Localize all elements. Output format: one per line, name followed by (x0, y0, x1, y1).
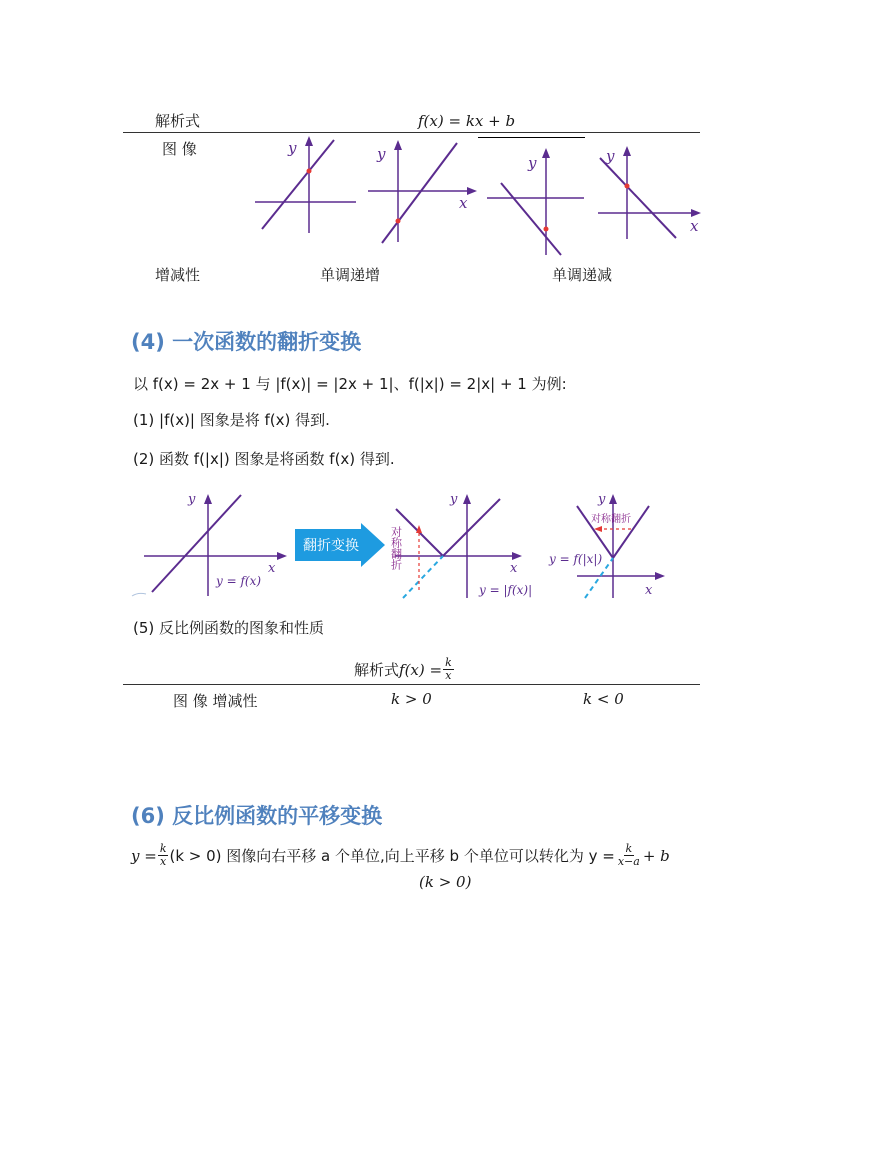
section-5-title: (5) 反比例函数的图象和性质 (133, 619, 325, 637)
table-top-rule (123, 132, 700, 133)
original-below-axis (403, 556, 443, 598)
fold-figure-f-abs-x (545, 488, 670, 600)
section-6-line-1 (131, 843, 670, 868)
linear-graph-1 (252, 133, 362, 243)
y-axis-arrow (623, 146, 631, 156)
fraction-k-over-x (158, 843, 169, 868)
fraction-denominator: x−a (617, 855, 640, 868)
monotonic-decreasing: 单调递减 (552, 266, 613, 284)
table-rule (123, 684, 700, 685)
section-4-intro: 以 f(x) = 2x + 1 与 |f(x)| = |2x + 1|、f(|x|) = 2|x| + 1 为例: (133, 375, 567, 393)
x-axis-arrow (691, 209, 701, 217)
linear-graph-2 (365, 137, 480, 249)
vertical-fold-label: 对称翻折 (390, 526, 403, 570)
y-equals: y = (131, 846, 157, 865)
y-axis-label: y (598, 492, 606, 507)
fraction-denominator: x (445, 669, 452, 682)
x-axis-label: x (268, 561, 276, 576)
linear-formula: f(x) = kx + b (418, 112, 516, 130)
intercept-point (307, 169, 312, 174)
graph-line (501, 183, 561, 255)
y-axis-label: y (188, 492, 196, 507)
formula-lhs: f(x) = (399, 660, 443, 679)
fold-figure-original (130, 488, 290, 600)
graph-line (600, 158, 676, 238)
table-col-k-positive: k > 0 (391, 690, 432, 708)
graph-line (262, 140, 334, 229)
translation-text: (k > 0) 图像向右平移 a 个单位,向上平移 b 个单位可以转化为 y = (169, 847, 615, 865)
y-axis-arrow (204, 494, 212, 504)
graph-line (382, 143, 457, 243)
x-axis-label: x (645, 583, 653, 598)
y-axis-arrow (463, 494, 471, 504)
fraction-numerator: k (159, 842, 167, 855)
section-6-heading: (6) 反比例函数的平移变换 (131, 804, 383, 828)
formula-prefix: 解析式 (354, 661, 400, 679)
fraction-numerator: k (625, 842, 633, 855)
x-axis-arrow (467, 187, 477, 195)
intercept-point (396, 219, 401, 224)
x-axis-arrow (655, 572, 665, 580)
row-label-formula: 解析式 (155, 112, 201, 130)
y-axis-label: y (450, 492, 458, 507)
fraction-denominator: x (160, 855, 167, 868)
x-axis-arrow (277, 552, 287, 560)
reciprocal-formula (354, 657, 455, 682)
table-col-image-mono: 图 像 增减性 (173, 692, 258, 710)
row-label-image: 图 像 (162, 140, 197, 158)
fig-label-fx: y = f(x) (216, 574, 262, 588)
y-axis-arrow (305, 136, 313, 146)
right-branch (443, 499, 500, 556)
intercept-point (544, 227, 549, 232)
x-axis-label: x (459, 194, 468, 212)
arrow-label: 翻折变换 (303, 538, 359, 554)
row-label-monotonicity: 增减性 (155, 266, 201, 284)
x-axis-label: x (690, 217, 699, 235)
section-4-heading: (4) 一次函数的翻折变换 (131, 330, 362, 354)
fold-transform-arrow (295, 523, 387, 567)
y-axis-arrow (394, 140, 402, 150)
fraction-k-over-x-minus-a (616, 843, 642, 868)
y-axis-arrow (542, 148, 550, 158)
y-axis-label: y (377, 145, 386, 163)
fold-figure-abs-fx (390, 488, 545, 603)
linear-graph-4 (594, 143, 704, 243)
linear-graph-3 (484, 145, 589, 260)
horizontal-fold-label: 对称翻折 (591, 514, 631, 525)
decoration-stroke (132, 593, 146, 596)
y-axis-label: y (528, 154, 537, 172)
monotonic-increasing: 单调递增 (320, 266, 381, 284)
fraction-numerator: k (445, 656, 452, 669)
plus-b: + b (642, 846, 670, 865)
section-4-item-2: (2) 函数 f(|x|) 图象是将函数 f(x) 得到. (133, 450, 395, 468)
table-sub-rule (478, 137, 585, 138)
x-axis-arrow (512, 552, 522, 560)
fig-label-f-abs-x: y = f(|x|) (549, 552, 603, 566)
formula-fraction (443, 657, 454, 682)
y-axis-label: y (288, 139, 297, 157)
fig-label-abs-fx: y = |f(x)| (479, 583, 533, 597)
x-axis-label: x (510, 561, 518, 576)
y-axis-arrow (609, 494, 617, 504)
y-axis-label: y (606, 147, 615, 165)
intercept-point (625, 184, 630, 189)
section-6-line-2: (k > 0) (419, 873, 472, 891)
section-4-item-1: (1) |f(x)| 图象是将 f(x) 得到. (133, 411, 330, 429)
table-col-k-negative: k < 0 (583, 690, 624, 708)
